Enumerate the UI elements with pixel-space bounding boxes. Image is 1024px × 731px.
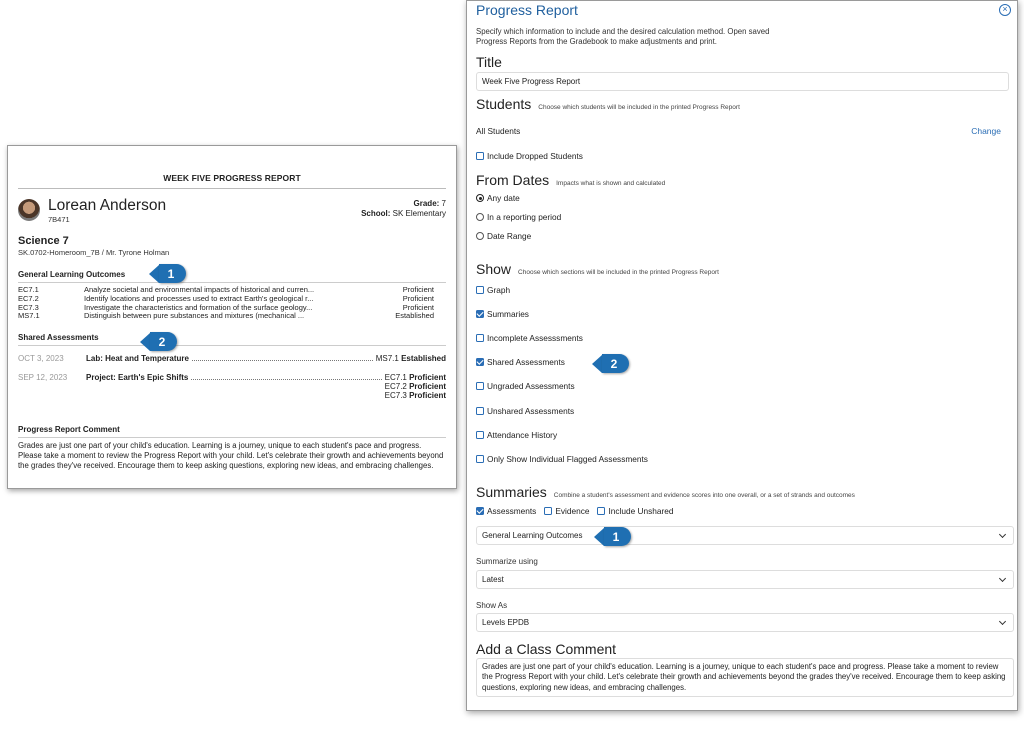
callout-badge-2	[140, 332, 177, 351]
evidence-checkbox[interactable]	[544, 506, 589, 516]
checkbox-label: Evidence	[555, 506, 590, 516]
result-level: Proficient	[409, 382, 446, 392]
select-value: Latest	[482, 575, 504, 584]
checkbox-icon[interactable]	[476, 431, 484, 439]
callout-badge-1	[149, 264, 186, 283]
checkbox-label: Summaries	[487, 309, 529, 319]
checkbox-label: Assessments	[487, 506, 537, 516]
callout-pointer	[140, 333, 150, 351]
chevron-down-icon	[999, 530, 1006, 537]
list-item	[18, 373, 446, 400]
grade-value: 7	[441, 199, 446, 208]
checkbox-icon[interactable]	[476, 507, 484, 515]
outcome-level: Established	[395, 311, 434, 321]
outcome-code: MS7.1	[18, 311, 40, 321]
comment-header: Progress Report Comment	[18, 425, 446, 438]
callout-number: 2	[150, 332, 177, 351]
outcome-level: Proficient	[402, 302, 434, 312]
checkbox-icon[interactable]	[544, 507, 552, 515]
summaries-options	[476, 506, 674, 516]
school-label: School:	[361, 209, 391, 218]
title-input[interactable]: Week Five Progress Report	[476, 72, 1009, 91]
show-shared-checkbox[interactable]	[476, 357, 565, 367]
result-level: Proficient	[409, 373, 446, 383]
radio-any-date[interactable]	[476, 193, 520, 203]
checkbox-label: Only Show Individual Flagged Assessments	[487, 454, 648, 464]
include-dropped-checkbox[interactable]	[476, 151, 583, 161]
select-value: Levels EPDB	[482, 618, 530, 627]
list-item	[18, 304, 446, 313]
show-unshared-checkbox[interactable]	[476, 406, 574, 416]
summaries-heading-text: Summaries	[476, 484, 547, 500]
assessment-date: OCT 3, 2023	[18, 354, 64, 364]
callout-number: 1	[159, 264, 186, 283]
callout-number: 1	[604, 527, 631, 546]
callout-badge-2	[592, 354, 629, 373]
assessment-name: Project: Earth's Epic Shifts	[86, 373, 189, 383]
report-preview	[7, 145, 457, 489]
callout-pointer	[594, 528, 604, 546]
radio-label: Date Range	[487, 231, 532, 241]
list-item	[18, 286, 446, 295]
show-graph-checkbox[interactable]	[476, 285, 510, 295]
checkbox-icon[interactable]	[476, 334, 484, 342]
shared-header: Shared Assessments	[18, 333, 446, 346]
radio-date-range[interactable]	[476, 231, 531, 241]
avatar	[18, 199, 40, 221]
divider	[18, 188, 446, 189]
student-id: 7B471	[48, 215, 70, 224]
report-title: WEEK FIVE PROGRESS REPORT	[163, 173, 301, 183]
result-code: EC7.1	[384, 373, 407, 383]
select-value: General Learning Outcomes	[482, 531, 583, 540]
show-incomplete-checkbox[interactable]	[476, 333, 583, 343]
student-name: Lorean Anderson	[48, 197, 167, 214]
checkbox-label: Ungraded Assessments	[487, 381, 575, 391]
assessments-checkbox[interactable]	[476, 506, 536, 516]
assessment-name: Lab: Heat and Temperature	[86, 354, 189, 364]
outcome-desc: Analyze societal and environmental impacts of historical and curren...	[84, 286, 315, 294]
outcome-desc: Distinguish between pure substances and mixtures (mechanical ...	[84, 312, 305, 321]
summaries-hint: Combine a student's assessment and evidence scores into one overall, or a set of strands and outcomes	[553, 492, 855, 499]
dates-heading	[476, 172, 665, 188]
callout-badge-1	[594, 527, 631, 546]
summarize-select[interactable]	[476, 570, 1014, 589]
title-heading: Title	[476, 54, 502, 70]
list-item	[18, 295, 446, 304]
assessment-results	[376, 354, 446, 363]
students-value: All Students	[476, 126, 521, 136]
result-level: Proficient	[409, 391, 446, 401]
dot-leader	[191, 373, 381, 380]
outcome-desc: Identify locations and processes used to extract Earth's geological r...	[84, 294, 314, 303]
show-heading-text: Show	[476, 261, 512, 277]
result-code: MS7.1	[375, 354, 399, 364]
include-unshared-checkbox[interactable]	[597, 506, 673, 516]
outcome-desc: Investigate the characteristics and formation of the surface geology...	[84, 303, 313, 312]
checkbox-icon[interactable]	[597, 507, 605, 515]
show-as-label: Show As	[476, 601, 508, 610]
callout-pointer	[592, 355, 602, 373]
checkbox-label: Incomplete Assesssments	[487, 333, 583, 343]
result-code: EC7.3	[384, 391, 407, 401]
outcome-level: Proficient	[402, 285, 434, 294]
checkbox-icon[interactable]	[476, 455, 484, 463]
close-icon[interactable]: ×	[999, 4, 1011, 16]
checkbox-label: Include Dropped Students	[487, 151, 583, 161]
outcome-code: EC7.2	[18, 293, 39, 303]
assessment-date: SEP 12, 2023	[18, 373, 68, 383]
outcome-code: EC7.3	[18, 302, 39, 312]
show-attendance-checkbox[interactable]	[476, 430, 557, 440]
class-comment-heading: Add a Class Comment	[476, 641, 617, 657]
course-name: Science 7	[18, 235, 69, 247]
dialog-title: Progress Report	[476, 2, 578, 18]
outcomes-list	[18, 286, 446, 321]
student-header	[18, 198, 446, 228]
dates-hint: Impacts what is shown and calculated	[556, 180, 666, 187]
checkbox-label: Include Unshared	[608, 506, 674, 516]
list-item	[18, 312, 446, 321]
chevron-down-icon	[999, 574, 1006, 581]
description-line: Specify which information to include and the desired calculation method. Open saved	[476, 27, 770, 36]
dialog-description	[476, 27, 769, 46]
radio-icon[interactable]	[476, 194, 484, 202]
dates-heading-text: From Dates	[476, 172, 550, 188]
show-hint: Choose which sections will be included in the printed Progress Report	[518, 269, 719, 276]
grade-school-info	[361, 199, 446, 219]
checkbox-icon[interactable]	[476, 407, 484, 415]
result-level: Established	[401, 354, 446, 364]
radio-icon[interactable]	[476, 213, 484, 221]
checkbox-icon[interactable]	[476, 382, 484, 390]
grade-label: Grade:	[413, 199, 440, 208]
summaries-heading	[476, 484, 855, 500]
radio-reporting-period[interactable]	[476, 212, 561, 222]
show-as-select[interactable]	[476, 613, 1014, 632]
checkbox-label: Graph	[487, 285, 511, 295]
outcomes-header: General Learning Outcomes	[18, 270, 446, 283]
chevron-down-icon	[999, 617, 1006, 624]
checkbox-icon[interactable]	[476, 310, 484, 318]
summary-type-select[interactable]	[476, 526, 1014, 545]
course-subtitle: SK.0702-Homeroom_7B / Mr. Tyrone Holman	[18, 248, 170, 257]
callout-pointer	[149, 265, 159, 283]
school-value: SK Elementary	[392, 209, 446, 218]
show-ungraded-checkbox[interactable]	[476, 381, 575, 391]
radio-label: Any date	[487, 193, 520, 203]
checkbox-label: Attendance History	[487, 430, 558, 440]
show-heading	[476, 261, 719, 277]
students-heading	[476, 96, 740, 112]
show-summaries-checkbox[interactable]	[476, 309, 529, 319]
list-item	[18, 354, 446, 363]
checkbox-icon[interactable]	[476, 358, 484, 366]
result-code: EC7.2	[384, 382, 407, 392]
summarize-label: Summarize using	[476, 557, 538, 566]
outcome-level: Proficient	[402, 293, 434, 303]
radio-label: In a reporting period	[487, 212, 562, 222]
class-comment-textarea[interactable]: Grades are just one part of your child's education. Learning is a journey, unique to each student's pace and progress. Please take a moment to review the Progress Report with your child. Let's celebrate their growth and achievements beyond the grades they've received. Encourage them to keep asking questions, exploring new ideas, and embracing challenges.	[476, 658, 1014, 697]
checkbox-icon[interactable]	[476, 286, 484, 294]
change-students-link[interactable]: Change	[971, 126, 1001, 136]
show-flagged-checkbox[interactable]	[476, 454, 648, 464]
outcome-code: EC7.1	[18, 285, 39, 294]
callout-number: 2	[602, 354, 629, 373]
students-hint: Choose which students will be included in the printed Progress Report	[538, 104, 740, 111]
students-heading-text: Students	[476, 96, 532, 112]
assessment-results	[385, 373, 446, 400]
radio-icon[interactable]	[476, 232, 484, 240]
checkbox-label: Shared Assessments	[487, 357, 565, 367]
report-comment: Grades are just one part of your child's education. Learning is a journey, unique to each student's pace and progress. Please take a moment to review the Progress Report with your child. Let's celebrate their growth and achievements beyond the grades they've received. Encourage them to keep asking questions, exploring new ideas, and embracing challenges.	[18, 441, 444, 470]
checkbox-label: Unshared Assessments	[487, 406, 575, 416]
progress-report-dialog	[466, 0, 1018, 711]
dot-leader	[192, 354, 373, 361]
description-line: Progress Reports from the Gradebook to make adjustments and print.	[476, 36, 717, 46]
checkbox-icon[interactable]	[476, 152, 484, 160]
